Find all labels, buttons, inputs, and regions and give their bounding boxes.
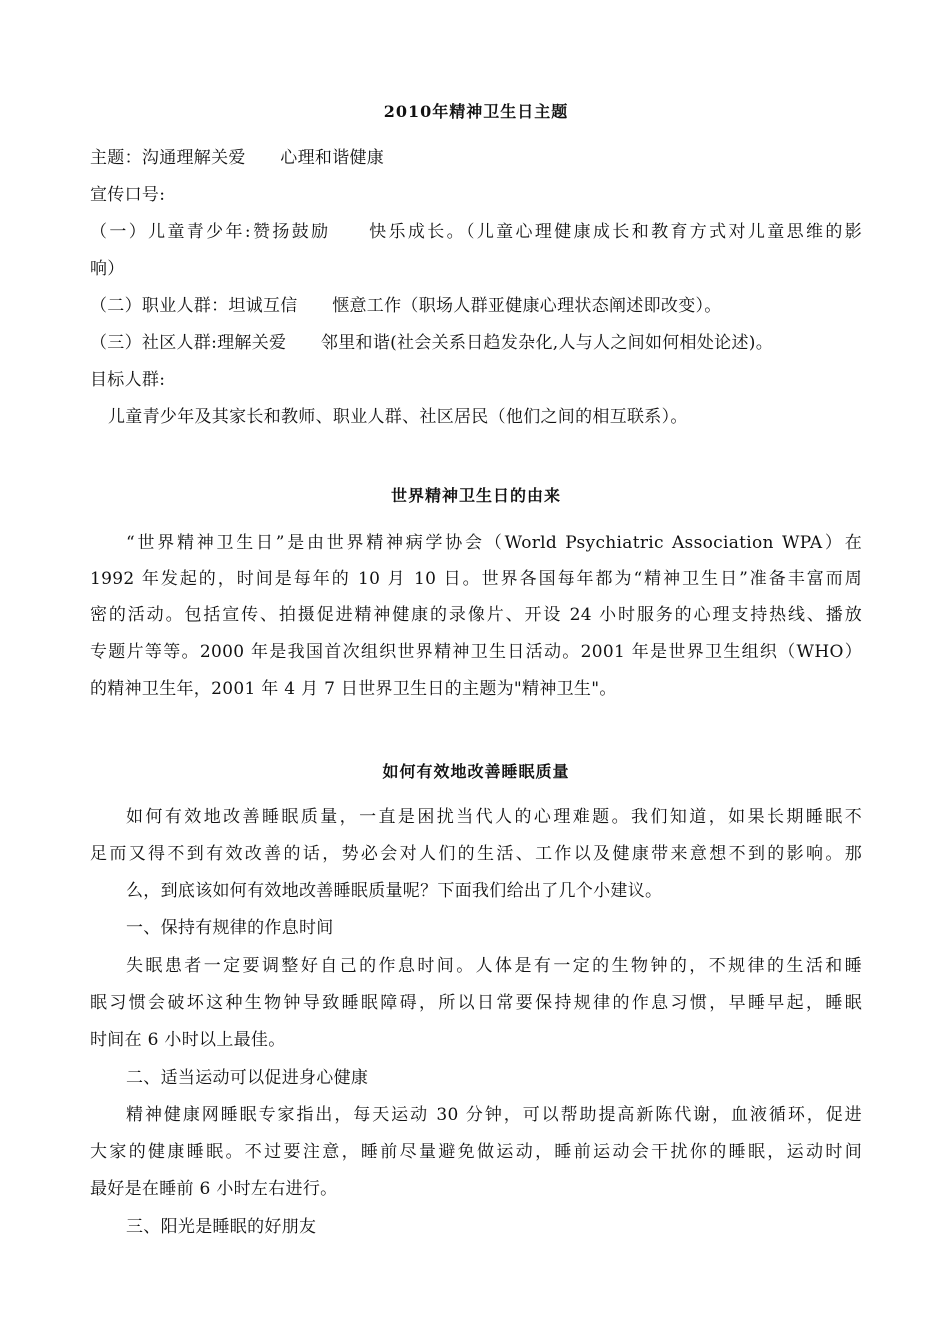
target-label: 目标人群: <box>90 370 166 390</box>
section2-line: 专题片等等。2000 年是我国首次组织世界精神卫生日活动。2001 年是世界卫生组织（WHO） <box>90 642 862 662</box>
tip1-text-line: 失眠患者一定要调整好自己的作息时间。人体是有一定的生物钟的，不规律的生活和睡 <box>126 956 862 976</box>
section3-title: 如何有效地改善睡眠质量 <box>382 762 570 781</box>
tip3-title: 三、阳光是睡眠的好朋友 <box>126 1217 317 1237</box>
slogan-label: 宣传口号: <box>90 185 166 205</box>
section2-title: 世界精神卫生日的由来 <box>390 486 561 505</box>
slogan-3: （三）社区人群:理解关爱 邻里和谐(社会关系日趋发杂化,人与人之间如何相处论述)。 <box>90 333 773 353</box>
slogan-2: （二）职业人群：坦诚互信 惬意工作（职场人群亚健康心理状态阐述即改变）。 <box>90 296 722 316</box>
target-text: 儿童青少年及其家长和教师、职业人群、社区居民（他们之间的相互联系）。 <box>108 407 688 427</box>
tip2-title: 二、适当运动可以促进身心健康 <box>126 1068 369 1088</box>
section2-line: 1992 年发起的，时间是每年的 10 月 10 日。世界各国每年都为“精神卫生日”准备丰富而周 <box>90 569 862 589</box>
tip2-text-line: 精神健康网睡眠专家指出，每天运动 30 分钟，可以帮助提高新陈代谢，血液循环，促进 <box>126 1105 862 1125</box>
tip1-title: 一、保持有规律的作息时间 <box>126 918 334 938</box>
tip1-text-line: 时间在 6 小时以上最佳。 <box>90 1030 286 1050</box>
slogan-1-cont: 响） <box>90 259 125 279</box>
section3-intro-line: 如何有效地改善睡眠质量，一直是困扰当代人的心理难题。我们知道，如果长期睡眠不 <box>126 807 862 827</box>
section3-intro-line: 足而又得不到有效改善的话，势必会对人们的生活、工作以及健康带来意想不到的影响。那 <box>90 844 862 864</box>
section2-line: “世界精神卫生日”是由世界精神病学协会（World Psychiatric Association WPA）在 <box>126 533 862 553</box>
theme-line: 主题：沟通理解关爱 心理和谐健康 <box>90 148 385 168</box>
tip1-text-line: 眠习惯会破坏这种生物钟导致睡眠障碍，所以日常要保持规律的作息习惯，早睡早起，睡眠 <box>90 993 862 1013</box>
section1-title: 2010年精神卫生日主题 <box>383 102 569 121</box>
section2-line: 密的活动。包括宣传、拍摄促进精神健康的录像片、开设 24 小时服务的心理支持热线、播放 <box>90 605 862 625</box>
section2-line: 的精神卫生年，2001 年 4 月 7 日世界卫生日的主题为"精神卫生"。 <box>90 679 617 699</box>
tip2-text-line: 大家的健康睡眠。不过要注意，睡前尽量避免做运动，睡前运动会干扰你的睡眠，运动时间 <box>90 1142 862 1162</box>
section3-intro-line: 么，到底该如何有效地改善睡眠质量呢？下面我们给出了几个小建议。 <box>126 881 663 901</box>
slogan-1: （一）儿童青少年:赞扬鼓励 快乐成长。（儿童心理健康成长和教育方式对儿童思维的影 <box>90 222 862 242</box>
tip2-text-line: 最好是在睡前 6 小时左右进行。 <box>90 1179 338 1199</box>
